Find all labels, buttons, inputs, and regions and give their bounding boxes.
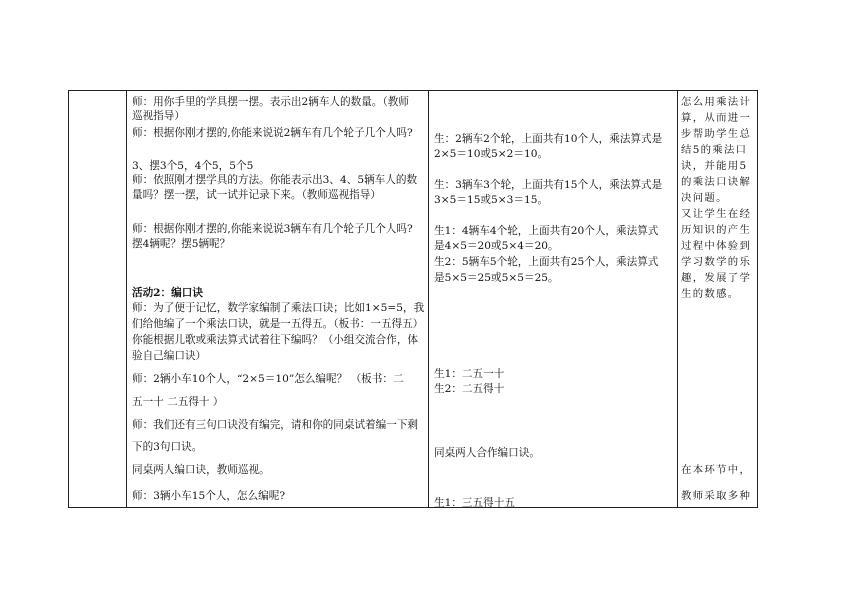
intent-line: 算，从而进一 [681,112,752,124]
teacher-line: 验自己编口诀） [132,350,207,362]
teacher-line: 摆4辆呢？摆5辆呢？ [132,238,231,250]
teacher-line: 量吗？摆一摆，试一试并记录下来。（教师巡视指导） [132,189,381,201]
intent-line: 生的数感。 [681,288,740,300]
teacher-line: 同桌两人编口诀，教师巡视。 [132,464,270,476]
student-line: 是4×5＝20或5×4＝20。 [434,240,559,252]
intent-line: 诀，并能用5 [681,160,748,172]
student-line: 2×5＝10或5×2＝10。 [434,148,549,160]
teacher-line: 师：依照刚才摆学具的方法。你能表示出3、4、5辆车人的数 [132,174,418,186]
intent-line: 又让学生在经 [681,208,752,220]
teacher-line: 五一十 二五得十 ） [132,396,224,408]
column-divider [126,91,127,507]
student-line: 生：2辆车2个轮，上面共有10个人，乘法算式是 [434,133,663,145]
teacher-line: 师：用你手里的学具摆一摆。表示出2辆车人的数量。（教师 [132,96,409,108]
intent-line: 历知识的产生 [681,224,752,236]
teacher-line: 下的3句口诀。 [132,441,203,453]
student-line: 同桌两人合作编口诀。 [434,447,540,459]
student-line: 生1：三五得十五 [434,497,515,509]
teacher-line: 师：根据你刚才摆的,你能来说说3辆车有几个轮子几个人吗? [132,223,413,235]
column-divider [428,91,429,507]
teacher-line: 师：3辆小车15个人，怎么编呢? [132,490,286,502]
teacher-line: 师：2辆小车10个人，“2×5＝10”怎么编呢？ （板书：二 [132,373,404,385]
student-line: 生2：5辆车5个轮，上面共有25个人，乘法算式 [434,256,659,268]
intent-line: 在本环节中， [681,464,752,476]
intent-line: 的乘法口诀解 [681,176,752,188]
teacher-line: 你能根据儿歌或乘法算式试着往下编吗？（小组交流合作，体 [132,334,419,346]
lesson-plan-table [68,90,758,508]
student-line: 生1：二五一十 [434,368,505,380]
intent-line: 决问题。 [681,192,728,204]
teacher-line: 师：为了便于记忆，数学家编制了乘法口诀；比如1×5=5，我 [132,302,425,314]
student-line: 生1：4辆车4个轮，上面共有20个人，乘法算式 [434,225,659,237]
intent-line: 结5的乘法口 [681,144,748,156]
intent-line: 过程中体验到 [681,240,752,252]
student-line: 3×5＝15或5×3＝15。 [434,194,549,206]
student-line: 是5×5＝25或5×5＝25。 [434,272,559,284]
intent-line: 趣，发展了学 [681,272,752,284]
column-divider [677,91,678,507]
teacher-line: 师：我们还有三句口诀没有编完，请和你的同桌试着编一下剩 [132,419,419,431]
teacher-line: 活动2：编口诀 [132,287,203,299]
intent-line: 怎么用乘法计 [681,96,752,108]
teacher-line: 们给他编了一个乘法口诀，就是一五得五。（板书：一五得五） [132,318,424,330]
student-line: 生：3辆车3个轮，上面共有15个人，乘法算式是 [434,179,663,191]
teacher-line: 3、摆3个5，4个5，5个5 [132,160,254,172]
student-line: 生2：二五得十 [434,383,505,395]
intent-line: 步帮助学生总 [681,128,752,140]
teacher-line: 师：根据你刚才摆的,你能来说说2辆车有几个轮子几个人吗? [132,127,413,139]
teacher-line: 巡视指导） [132,110,185,122]
intent-line: 学习数学的乐 [681,256,752,268]
intent-line: 教师采取多种 [681,490,752,502]
